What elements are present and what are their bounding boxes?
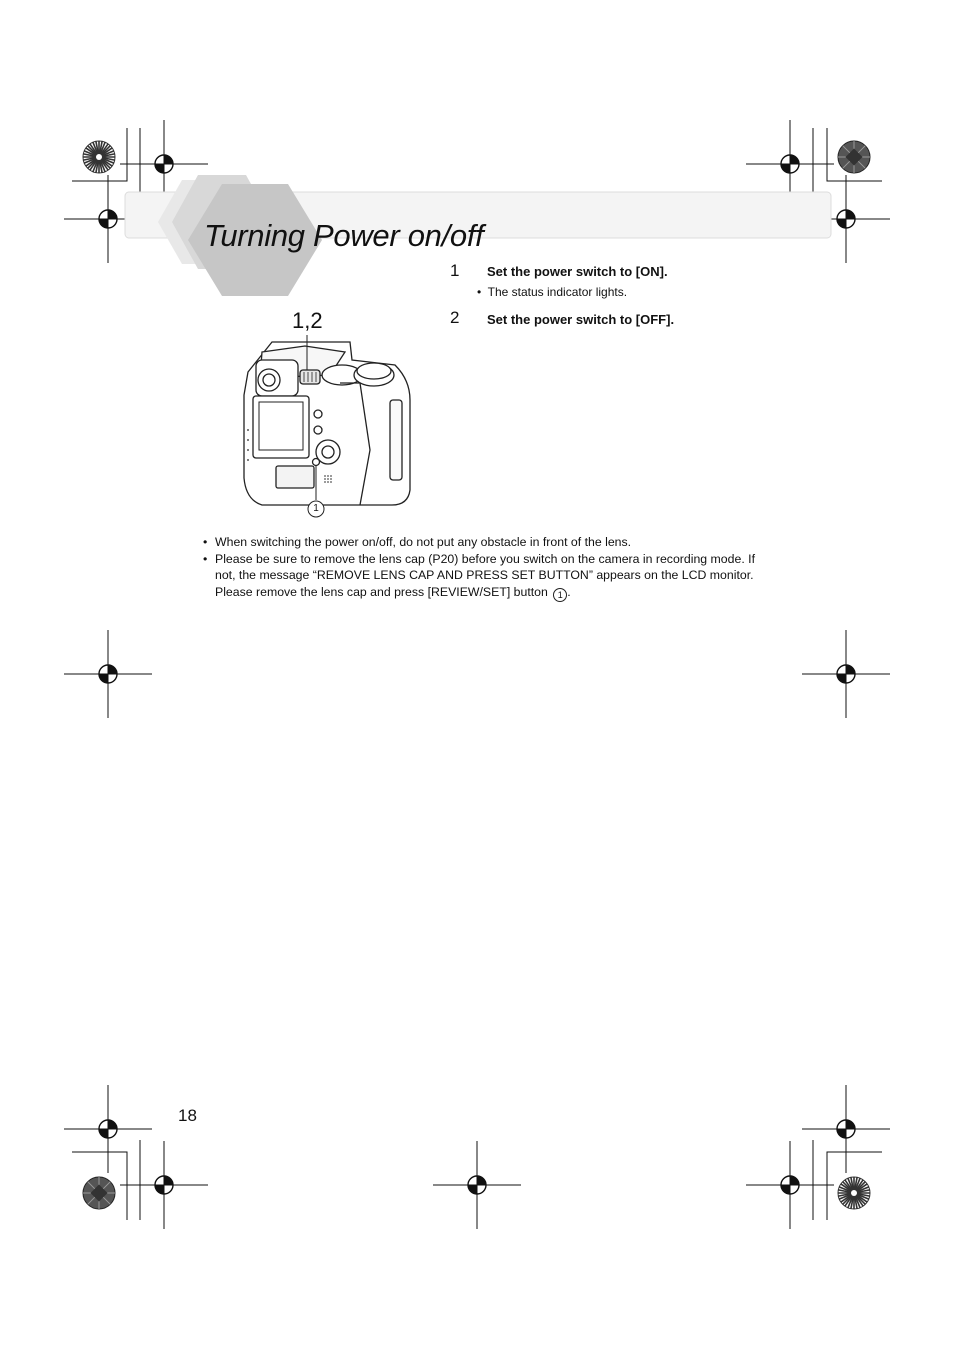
page-number: 18 [178,1106,197,1125]
circled-number-1: 1 [553,588,567,602]
switch-callout-label: 1,2 [292,308,323,333]
step-number-1: 1 [450,261,460,280]
step-instruction-1: Set the power switch to [ON]. [487,264,668,279]
note-text: When switching the power on/off, do not put any obstacle in front of the lens. [215,535,632,549]
note-item: • Please be sure to remove the lens cap (P20) before you switch on the camera in recording mode. If not, the message “REMOVE LENS CAP AND PRESS SET BUTTON” appears on the LCD monitor. Please remove the lens cap and press [REVIEW/SET] button 1 . [203,551,755,600]
step-instruction-2: Set the power switch to [OFF]. [487,312,675,327]
page-title: Turning Power on/off [204,218,484,253]
notes-list [203,534,763,602]
camera-illustration [244,335,410,517]
step-1-note-text: The status indicator lights. [487,285,628,299]
step-number-2: 2 [450,308,460,327]
note-item: • When switching the power on/off, do not put any obstacle in front of the lens. [203,534,763,551]
note-end: . [567,584,571,599]
note-text: Please be sure to remove the lens cap (P20) before you switch on the camera in recording mode. If not, the message “REMOVE LENS CAP AND PRESS SET BUTTON” appears on the LCD monitor. Please remove the lens cap and press [REVIEW/SET] button [215,551,755,599]
step-1-note: • The status indicator lights. [477,285,628,299]
button-callout-marker: 1 [313,503,319,514]
